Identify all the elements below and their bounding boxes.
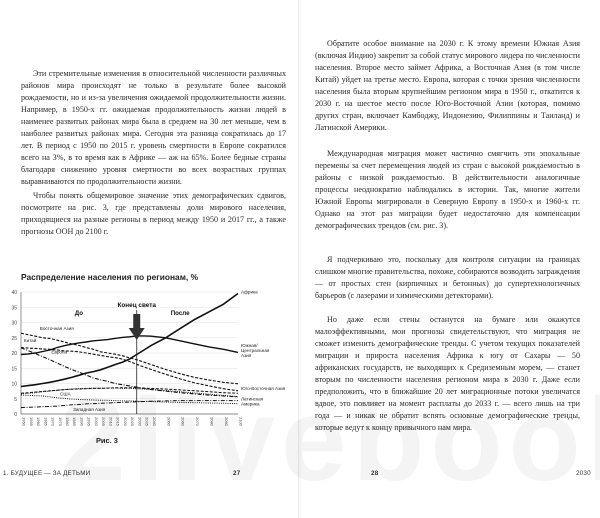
x-tick-label: 1950: [21, 417, 27, 426]
population-share-chart: [0, 282, 298, 442]
x-tick-label: 2050: [166, 417, 172, 426]
x-tick-label: 2000: [93, 417, 99, 426]
x-tick-label: 1985: [72, 417, 78, 426]
left-paragraph-1: Эти стремительные изменения в относительной численности различных районов мира происходят не только в результате более высокой рождаемости, но и из-за увеличения ожидаемой продолжительности жизни. Например, в 1950-х гг. ожидаемая продолжительность жизни людей в наименее развитых районах мира была в среднем на 30 лет меньше, чем в наиболее развитых районах мира. Сегодня эта разница сократилась до 17 лет. В период с 1950 по 2015 г. уровень смертности в Европе сократился всего на 3%, в то время как в Африке — аж на 65%. Более бедные страны благодаря снижению уровня смертности во всех возрастных группах выравниваются по продолжительности жизни.: [21, 69, 286, 187]
series-line: [21, 348, 238, 397]
series-label-west-asia: Западная Азия: [73, 406, 106, 412]
series-label-europe: Европа: [51, 349, 68, 355]
x-tick-label: 2070: [195, 417, 201, 426]
right-paragraph-2: Международная миграция может частично смягчить эти эпохальные перемены за счет перемещения людей из стран с высокой рождаемостью в районы с низкой рождаемостью. В действительности аналогичные процессы неоднократно наблюдались в истории. Так, многие жители Южной Европы мигрировали в Северную Европу в 1950-х и 1960-х гг. Однако на этот раз миграции будет недостаточно для компенсации демографических трендов (см. рис. 3).: [315, 149, 580, 231]
x-tick-label: 1980: [65, 417, 70, 426]
x-tick-label: 2090: [224, 417, 230, 426]
x-tick-label: 2035: [144, 417, 150, 426]
annotation-end-of-world: Конец света: [117, 302, 156, 309]
x-tick-label: 2060: [180, 417, 186, 426]
left-paragraph-2: Чтобы понять общемировое значение этих демографических сдвигов, посмотрите на рис. 3, где представлены доли мирового населения, приходящиеся на разные регионы в период между 1950 и 2017 гг., а также прогнозы ООН до 2100 г.: [21, 191, 286, 237]
x-tick-label: 2010: [108, 417, 114, 426]
annotation-after: После: [170, 310, 190, 317]
chart-caption: Рис. 3: [96, 436, 118, 445]
right-page: [301, 0, 600, 518]
x-tick-label: 1955: [28, 417, 34, 426]
x-tick-label: 1975: [57, 417, 63, 426]
x-tick-label: 2100: [238, 417, 244, 426]
x-tick-label: 1970: [50, 417, 56, 426]
running-head-left: 1. БУДУЩЕЕ — ЗА ДЕТЬМИ: [3, 470, 91, 477]
right-paragraph-4: Но даже если стены останутся на бумаге или окажутся малоэффективными, мои прогнозы свидетельствуют, что миграция не сможет изменить демографические тренды. С учетом текущих показателей миграции и прироста населения Африка к югу от Сахары — 50 африканских государств, не выходящих к Средиземным морем, — станет вторым по численности населения регионом мира в 2030 г. Даже если предположить, что в ближайшие 20 лет миграционные потоки увеличатся вдвое, это повлияет на момент расплаты до 2033 г. — всего лишь на три года — и никак не обратит вспять основные демографические тренды, которые ведут к концу привычного нам мира.: [315, 315, 580, 433]
y-tick-label: 0: [14, 412, 17, 418]
right-paragraph-1: Обратите особое внимание на 2030 г. К этому времени Южная Азия (включая Индию) закрепит за собой статус мирового лидера по численности населения. Второе место займет Африка, а Восточная Азия (в том числе Китай) уйдет на третье место. Европа, которая с точки зрения численности населения была вторым крупнейшим регионом мира в 1950 г., откатится к 2030 г. на шестое место после Юго-Восточной Азии (которая, помимо других стран, включает Камбоджу, Индонезию, Филиппины и Таиланд) и Латинской Америки.: [315, 39, 580, 133]
series-label-latin-america: Латинская Америка: [241, 396, 264, 407]
y-tick-label: 15: [11, 366, 17, 373]
x-tick-label: 2040: [151, 417, 157, 426]
y-tick-label: 30: [11, 320, 17, 327]
x-tick-label: 1960: [36, 417, 42, 426]
series-label-usa: США: [60, 391, 71, 397]
right-paragraph-3: Я подчеркиваю это, поскольку для контроля ситуации на границах слишком многие правительства, похоже, собираются возводить заграждения — от простых стен (кирпичных и бетонных) до супертехнологичных барьеров (с лазерами и химическими детекторами).: [315, 255, 580, 301]
arrow-shaft: [133, 314, 140, 328]
series-label-china: Китай: [23, 338, 37, 344]
x-tick-label: 2030: [137, 417, 143, 426]
series-line: [21, 395, 238, 404]
series-label-se-asia: Юго-Восточная Азия: [241, 386, 286, 392]
annotation-before: До: [74, 310, 83, 317]
running-head-right: 2030: [576, 470, 591, 477]
x-tick-label: 2015: [115, 417, 121, 426]
x-tick-label: 1965: [43, 417, 49, 426]
y-tick-label: 10: [11, 381, 17, 388]
series-line: [21, 401, 238, 408]
left-page: [0, 0, 299, 518]
y-tick-label: 35: [11, 305, 17, 312]
y-tick-label: 5: [14, 396, 17, 403]
x-tick-label: 1990: [79, 417, 85, 426]
series-label-africa: Африка: [241, 289, 258, 295]
x-tick-label: 2005: [101, 417, 107, 426]
chart-title: Распределение населения по регионам, %: [21, 272, 199, 282]
y-tick-label: 25: [11, 335, 17, 342]
x-tick-label: 2080: [209, 417, 215, 426]
x-tick-label: 2025: [130, 417, 136, 426]
series-label-south-central-asia: Южная/ Центральная Азия: [241, 342, 270, 358]
y-tick-label: 20: [11, 351, 17, 357]
x-tick-label: 1995: [86, 417, 92, 426]
page-number-right: 28: [371, 470, 379, 477]
arrow-head: [129, 328, 145, 340]
series-label-east-asia: Восточная Азия: [39, 325, 74, 331]
y-tick-label: 40: [11, 290, 17, 296]
x-tick-label: 2020: [122, 417, 128, 426]
page-number-left: 27: [233, 470, 241, 477]
